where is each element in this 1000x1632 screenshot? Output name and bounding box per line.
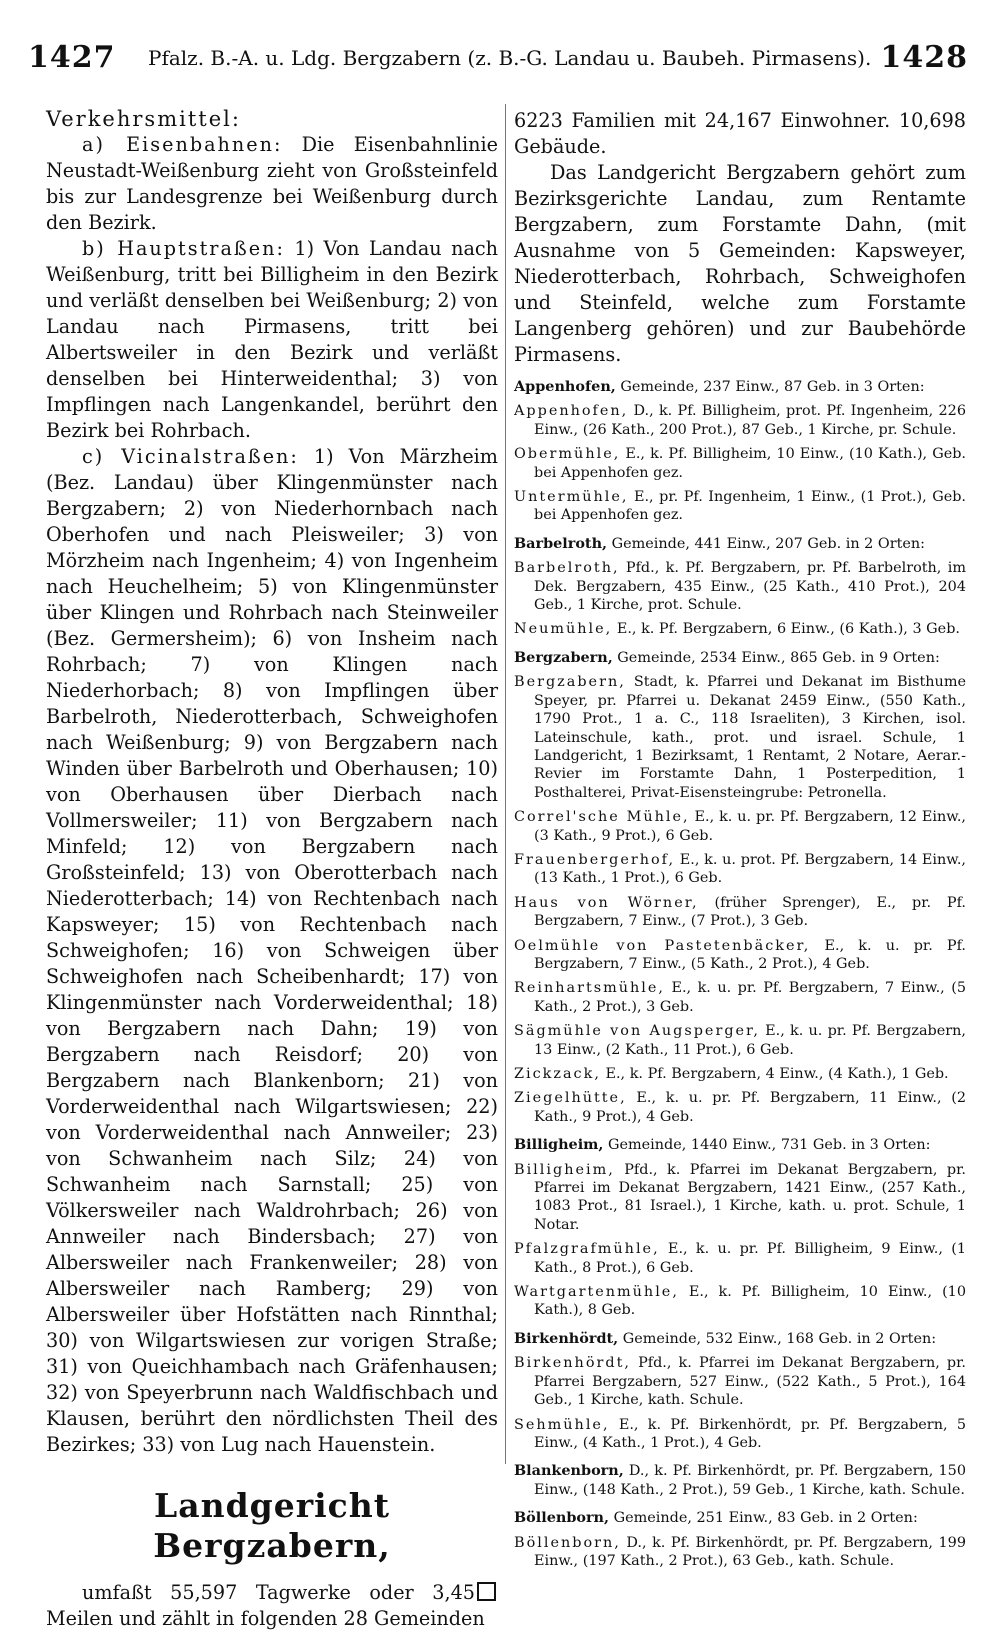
entry-name: Reinhartsmühle, (514, 980, 665, 997)
municipality-entry (514, 535, 966, 553)
entry-text: D., k. Pf. Billigheim, prot. Pf. Ingenheim, 226 Einw., (26 Kath., 200 Prot.), 87 Geb., 1 Kirche, pr. Schule. (534, 403, 966, 438)
intro-text-b: Meilen und zählt in folgenden 28 Gemeinden (46, 1607, 485, 1630)
page-number-left: 1427 (28, 40, 116, 75)
entry-name: Sägmühle von Augsperger, (514, 1023, 760, 1040)
municipality-entry (514, 1330, 966, 1348)
railways-paragraph (46, 132, 498, 236)
entry-name: Appenhofen, (514, 378, 616, 395)
place-entry (514, 1161, 966, 1235)
entry-text: Gemeinde, 2534 Einw., 865 Geb. in 9 Orten: (612, 649, 940, 666)
place-entry (514, 851, 966, 888)
entry-name: Pfalzgrafmühle, (514, 1241, 660, 1258)
entry-text: E., k. Pf. Bergzabern, 6 Einw., (6 Kath.), 3 Geb. (612, 621, 960, 638)
entry-text: E., k. u. pr. Pf. Bergzabern, 12 Einw., (3 Kath., 9 Prot.), 6 Geb. (534, 809, 966, 844)
local-roads-text: 1) Von Märzheim (Bez. Landau) über Klingenmünster nach Bergzabern; 2) von Niederhornbach nach Oberhofen und nach Pleisweiler; 3) von Mörzheim nach Ingenheim; 4) von Ingenheim nach Heuchelheim; 5) von Klingenmünster über Klingen und Rohrbach nach Steinweiler (Bez. Germersheim); 6) von Insheim nach Rohrbach; 7) von Klingen nach Niederhorbach; 8) von Impflingen über Barbelroth, Niederotterbach, Schweighofen nach Weißenburg; 9) von Bergzabern nach Winden über Barbelroth und Oberhausen; 10) von Oberhausen über Dierbach nach Vollmersweiler; 11) von Bergzabern nach Minfeld; 12) von Bergzabern nach Großsteinfeld; 13) von Oberotterbach nach Niederotterbach; 14) von Rechtenbach nach Kapsweyer; 15) von Rechtenbach nach Schweighofen; 16) von Schweigen über Schweighofen nach Scheibenhardt; 17) von Klingenmünster nach Vorderweidenthal; 18) von Bergzabern nach Dahn; 19) von Bergzabern nach Reisdorf; 20) von Bergzabern nach Blankenborn; 21) von Vorderweidenthal nach Wilgartswiesen; 22) von Vorderweidenthal nach Annweiler; 23) von Schwanheim nach Silz; 24) von Schwanheim nach Sarnstall; 25) von Völkersweiler nach Waldrohrbach; 26) von Annweiler nach Bindersbach; 27) von Albersweiler nach Frankenweiler; 28) von Albersweiler nach Ramberg; 29) von Albersweiler über Hofstätten nach Rinnthal; 30) von Wilgartswiesen zur vorigen Straße; 31) von Queichhambach nach Gräfenhausen; 32) von Speyerbrunn nach Waldfischbach und Klausen, berührt den nördlichsten Theil des Bezirkes; 33) von Lug nach Hauenstein. (46, 445, 498, 1456)
main-roads-label: b) Hauptstraßen: (82, 237, 285, 260)
entry-name: Billigheim, (514, 1136, 604, 1154)
entry-text: Gemeinde, 251 Einw., 83 Geb. in 2 Orten: (609, 1510, 918, 1527)
entry-name: Bergzabern, (514, 648, 613, 666)
gazetteer-list (514, 378, 966, 1570)
entry-name: Bergzabern, (514, 674, 626, 691)
entry-name: Ziegelhütte, (514, 1090, 627, 1107)
place-entry (514, 559, 966, 614)
place-entry (514, 1065, 966, 1083)
square-symbol-icon (477, 1582, 496, 1601)
entry-name: Blankenborn, (514, 1462, 624, 1480)
main-roads-text: 1) Von Landau nach Weißenburg, tritt bei Billigheim in den Bezirk und verläßt denselben bei Weißenburg; 2) von Landau nach Pirmasens, tritt bei Albertsweiler in den Bezirk und verläßt denselben bei Hinterweidenthal; 3) von Impflingen nach Langenkandel, berührt den Bezirk bei Rohrbach. (46, 237, 498, 442)
place-entry (514, 1283, 966, 1320)
municipality-entry (514, 1509, 966, 1527)
entry-name: Neumühle, (514, 621, 613, 638)
entry-text: E., k. u. pr. Pf. Bergzabern, 7 Einw., (5 Kath., 2 Prot.), 3 Geb. (534, 980, 966, 1015)
railways-label: a) Eisenbahnen: (82, 133, 283, 156)
place-entry (514, 1534, 966, 1571)
column-divider (505, 104, 506, 1464)
entry-name: Sehmühle, (514, 1416, 610, 1433)
entry-text: Pfd., k. Pfarrei im Dekanat Bergzabern, pr. Pfarrei im Dekanat Bergzabern, 1421 Einw., (257 Kath., 1083 Prot., 81 Israel.), 1 Kirche, kath. u. prot. Schule, 1 Notar. (534, 1161, 966, 1233)
section-title: Landgericht Bergzabern, (153, 1486, 391, 1565)
page-number-right: 1428 (880, 40, 968, 75)
entry-text: Gemeinde, 1440 Einw., 731 Geb. in 3 Orten: (603, 1137, 931, 1154)
entry-text: E., k. u. pr. Pf. Bergzabern, 11 Einw., (2 Kath., 9 Prot.), 4 Geb. (534, 1090, 966, 1125)
entry-text: E., k. Pf. Bergzabern, 4 Einw., (4 Kath.), 1 Geb. (600, 1066, 949, 1082)
entry-name: Birkenhördt, (514, 1355, 631, 1372)
entry-name: Oelmühle von Pastetenbäcker, (514, 937, 811, 954)
place-entry (514, 979, 966, 1016)
entry-text: Gemeinde, 237 Einw., 87 Geb. in 3 Orten: (615, 379, 925, 395)
court-description: Das Landgericht Bergzabern gehört zum Bezirksgerichte Landau, zum Rentamte Bergzabern, zum Forstamte Dahn, (mit Ausnahme von 5 Gemeinden: Kapsweyer, Niederotterbach, Rohrbach, Schweighofen und Steinfeld, welche zum Forstamte Langenberg gehören) und zur Baubehörde Pirmasens. (514, 161, 966, 366)
intro-text-a: umfaßt 55,597 Tagwerke oder 3,45 (82, 1581, 475, 1604)
place-entry (514, 445, 966, 482)
entry-name: Correl'sche Mühle, (514, 809, 690, 826)
entry-name: Birkenhördt, (514, 1329, 619, 1347)
entry-name: Billigheim, (514, 1161, 615, 1178)
entry-name: Wartgartenmühle, (514, 1284, 679, 1301)
entry-text: E., k. u. prot. Pf. Bergzabern, 14 Einw., (13 Kath., 1 Prot.), 6 Geb. (534, 851, 966, 887)
transport-heading: Verkehrsmittel: (46, 107, 241, 131)
entry-text: E., pr. Pf. Ingenheim, 1 Einw., (1 Prot.), Geb. bei Appenhofen gez. (534, 489, 966, 524)
entry-name: Appenhofen, (514, 403, 629, 420)
municipality-entry (514, 1462, 966, 1499)
entry-text: E., k. u. pr. Pf. Bergzabern, 13 Einw., (2 Kath., 11 Prot.), 6 Geb. (534, 1023, 966, 1058)
entry-text: (früher Sprenger), E., pr. Pf. Bergzabern, 7 Einw., (7 Prot.), 3 Geb. (534, 894, 966, 930)
place-entry (514, 808, 966, 845)
entry-text: Pfd., k. Pfarrei im Dekanat Bergzabern, pr. Pfarrei Bergzabern, 527 Einw., (522 Kath., 5 Prot.), 164 Geb., 1 Kirche, kath. Schule. (534, 1355, 966, 1409)
entry-text: E., k. u. pr. Pf. Bergzabern, 7 Einw., (5 Kath., 2 Prot.), 4 Geb. (534, 937, 966, 972)
entry-text: D., k. Pf. Birkenhördt, pr. Pf. Bergzabern, 150 Einw., (148 Kath., 2 Prot.), 59 Geb., 1 Kirche, kath. Schule. (534, 1463, 966, 1498)
page-header (28, 40, 968, 86)
entry-text: Gemeinde, 441 Einw., 207 Geb. in 2 Orten: (607, 535, 925, 552)
running-title: Pfalz. B.-A. u. Ldg. Bergzabern (z. B.-G. Landau u. Baubeh. Pirmasens). (148, 46, 872, 70)
place-entry (514, 1089, 966, 1126)
place-entry (514, 620, 966, 638)
left-column (46, 106, 498, 1630)
entry-text: E., k. Pf. Billigheim, 10 Einw., (10 Kath.), 8 Geb. (534, 1284, 966, 1319)
municipality-entry (514, 1136, 966, 1154)
entry-name: Böllenborn, (514, 1509, 610, 1527)
place-entry (514, 894, 966, 931)
entry-text: D., k. Pf. Birkenhördt, pr. Pf. Bergzabern, 199 Einw., (197 Kath., 2 Prot.), 63 Geb., kath. Schule. (534, 1534, 966, 1569)
entry-text: E., k. u. pr. Pf. Billigheim, 9 Einw., (1 Kath., 8 Prot.), 6 Geb. (534, 1241, 966, 1276)
place-entry (514, 1416, 966, 1453)
entry-name: Haus von Wörner, (514, 894, 699, 911)
place-entry (514, 1022, 966, 1059)
entry-name: Obermühle, (514, 446, 621, 463)
intro-paragraph (46, 1580, 498, 1632)
place-entry (514, 488, 966, 525)
place-entry (514, 937, 966, 974)
place-entry (514, 673, 966, 802)
main-roads-paragraph (46, 236, 498, 444)
entry-name: Zickzack, (514, 1066, 601, 1082)
entry-text: Pfd., k. Pf. Bergzabern, pr. Pf. Barbelroth, im Dek. Bergzabern, 435 Einw., (25 Kath., 410 Prot.), 204 Geb., 1 Kirche, prot. Schule. (534, 560, 966, 614)
place-entry (514, 1354, 966, 1409)
local-roads-paragraph (46, 444, 498, 1458)
entry-name: Barbelroth, (514, 560, 620, 577)
entry-text: E., k. Pf. Billigheim, 10 Einw., (10 Kath.), Geb. bei Appenhofen gez. (534, 446, 966, 481)
local-roads-label: c) Vicinalstraßen: (82, 445, 299, 468)
place-entry (514, 1240, 966, 1277)
place-entry (514, 402, 966, 439)
entry-name: Untermühle, (514, 489, 629, 506)
entry-text: Stadt, k. Pfarrei und Dekanat im Bisthume Speyer, pr. Pfarrei u. Dekanat 2459 Einw., (550 Kath., 1790 Prot., 1 a. C., 118 Israeliten), 3 Kirchen, isol. Lateinschule, kath., prot. und israel. Schule, 1 Landgericht, 1 Bezirksamt, 1 Rentamt, 2 Notare, Aerar.-Revier im Forstamte Dahn, 1 Posterpedition, 1 Posthalterei, Privat-Eisensteingrube: Petronella. (534, 674, 966, 801)
entry-name: Böllenborn, (514, 1534, 621, 1551)
entry-text: Gemeinde, 532 Einw., 168 Geb. in 2 Orten: (618, 1330, 937, 1347)
entry-name: Barbelroth, (514, 534, 608, 552)
right-column (514, 108, 966, 1569)
railways-text: Die Eisenbahnlinie Neustadt-Weißenburg zieht von Großsteinfeld bis zur Landesgrenze bei Weißenburg durch den Bezirk. (46, 133, 498, 234)
entry-name: Frauenbergerhof, (514, 851, 676, 868)
entry-text: E., k. Pf. Birkenhördt, pr. Pf. Bergzabern, 5 Einw., (4 Kath., 1 Prot.), 4 Geb. (534, 1416, 966, 1451)
municipality-entry (514, 649, 966, 667)
municipality-entry (514, 378, 966, 396)
population-paragraph: 6223 Familien mit 24,167 Einwohner. 10,698 Gebäude. (514, 109, 966, 158)
